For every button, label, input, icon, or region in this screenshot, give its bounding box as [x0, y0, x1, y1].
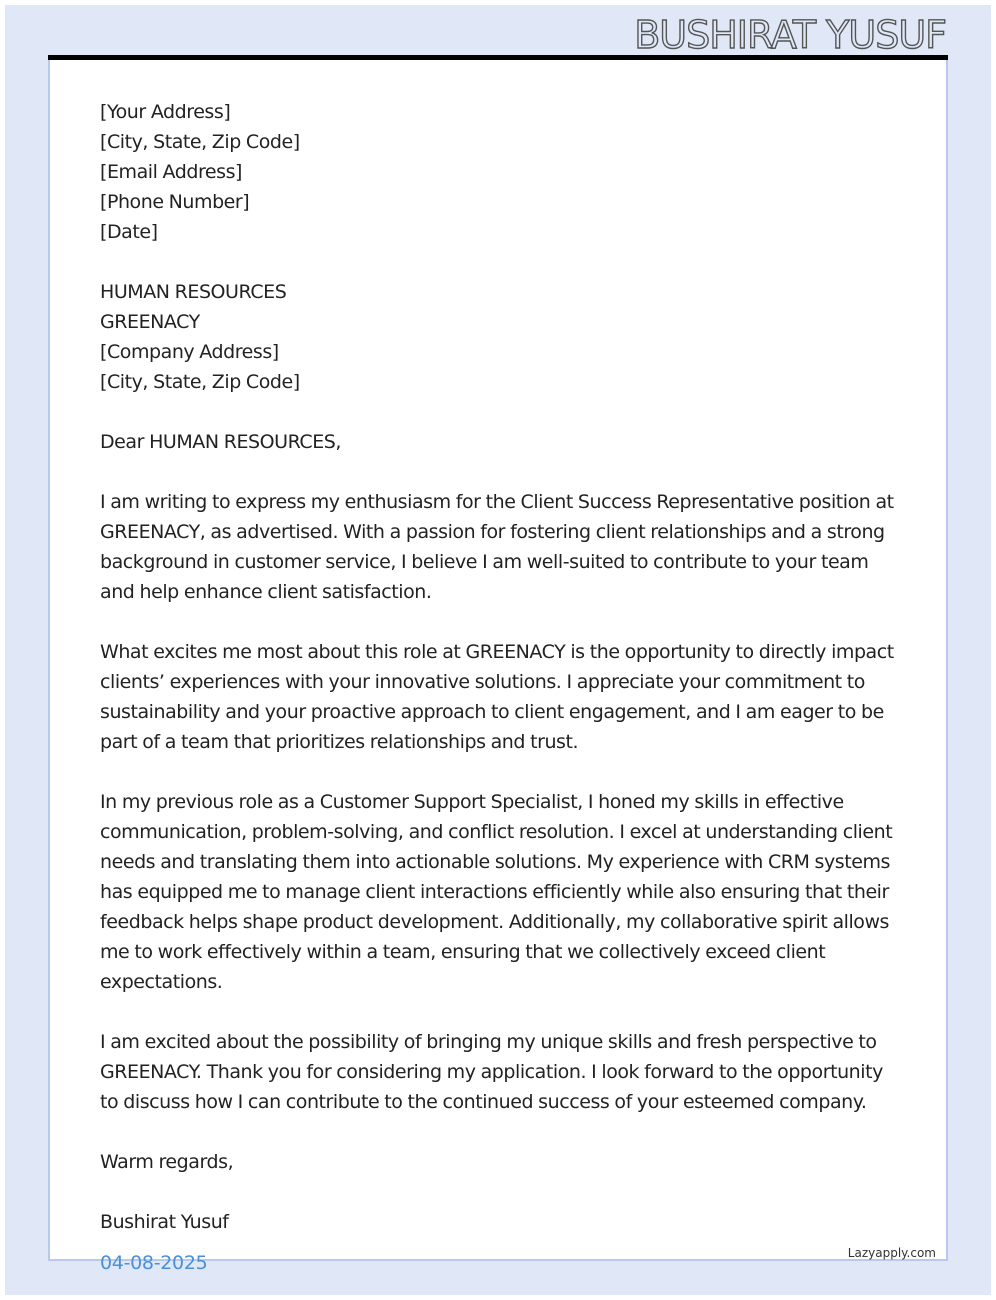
- recipient-company: GREENACY: [100, 311, 200, 333]
- letter-date: 04-08-2025: [100, 1252, 208, 1274]
- spacer: [100, 247, 900, 277]
- applicant-name-heading: BUSHIRAT YUSUF: [634, 13, 946, 57]
- spacer: [100, 397, 900, 427]
- spacer: [100, 757, 900, 787]
- spacer: [100, 607, 900, 637]
- spacer: [100, 1117, 900, 1147]
- spacer: [100, 1177, 900, 1207]
- sender-date: [Date]: [100, 221, 158, 243]
- sender-city-state-zip: [City, State, Zip Code]: [100, 131, 300, 153]
- sender-phone: [Phone Number]: [100, 191, 250, 213]
- sender-email: [Email Address]: [100, 161, 242, 183]
- body-paragraph: In my previous role as a Customer Support Specialist, I honed my skills in effective communication, problem-solving, and conflict resolution. I excel at understanding client needs and translating them into actionable solutions. My experience with CRM systems has equipped me to manage client interactions efficiently while also ensuring that their feedback helps shape product development. Additionally, my collaborative spirit allows me to work effectively within a team, ensuring that we collectively exceed client expectations.: [100, 791, 893, 993]
- letter-body: [100, 97, 900, 1237]
- salutation: Dear HUMAN RESOURCES,: [100, 431, 341, 453]
- sender-address: [Your Address]: [100, 101, 231, 123]
- recipient-address: [Company Address]: [100, 341, 279, 363]
- closing: Warm regards,: [100, 1151, 234, 1173]
- signature-name: Bushirat Yusuf: [100, 1211, 229, 1233]
- body-paragraph: I am writing to express my enthusiasm for the Client Success Representative position at GREENACY, as advertised. With a passion for fostering client relationships and a strong background in customer service, I believe I am well-suited to contribute to your team and help enhance client satisfaction.: [100, 491, 894, 603]
- spacer: [100, 457, 900, 487]
- body-paragraph: I am excited about the possibility of bringing my unique skills and fresh perspective to GREENACY. Thank you for considering my application. I look forward to the opportunity to discuss how I can contribute to the continued success of your esteemed company.: [100, 1031, 883, 1113]
- spacer: [100, 997, 900, 1027]
- recipient-city-state-zip: [City, State, Zip Code]: [100, 371, 300, 393]
- recipient-department: HUMAN RESOURCES: [100, 281, 287, 303]
- body-paragraph: What excites me most about this role at GREENACY is the opportunity to directly impact clients’ experiences with your innovative solutions. I appreciate your commitment to sustainability and your proactive approach to client engagement, and I am eager to be part of a team that prioritizes relationships and trust.: [100, 641, 894, 753]
- watermark-link[interactable]: Lazyapply.com: [847, 1246, 936, 1260]
